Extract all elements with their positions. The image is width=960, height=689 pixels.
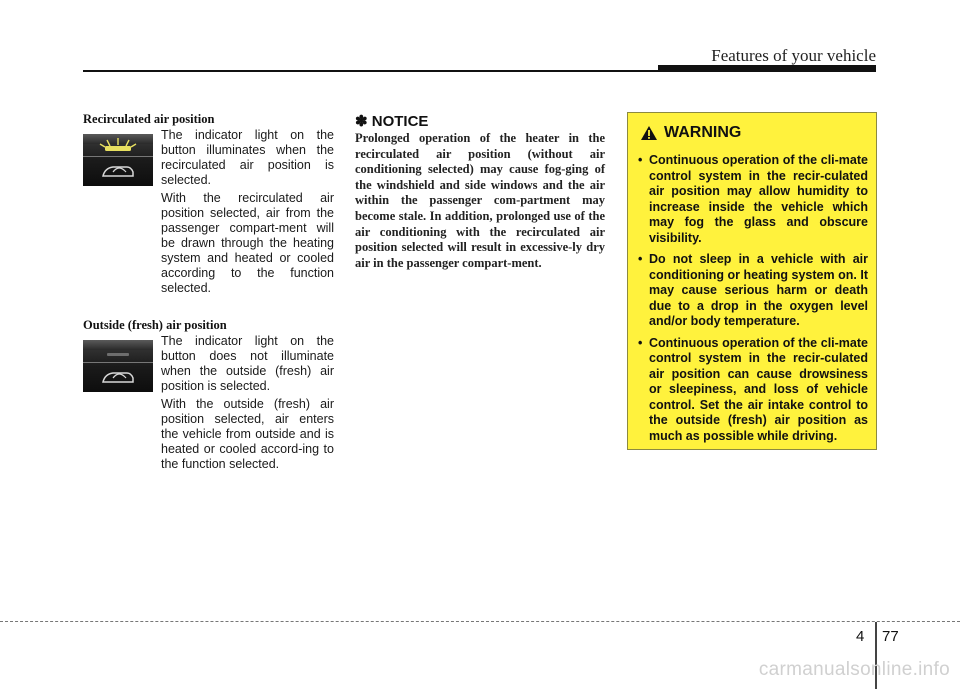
- recirculated-heading: Recirculated air position: [83, 112, 215, 126]
- warning-box: [627, 112, 877, 450]
- notice-title: ✽ NOTICE: [355, 113, 429, 130]
- recirculated-paragraph-2: With the recirculated air position selected, air from the passenger compart-ment will be drawn through the heating system and heated or cooled according to the function selected.: [161, 191, 334, 295]
- header-rule-thick: [658, 65, 876, 72]
- page-chapter: 4: [856, 628, 865, 645]
- watermark[interactable]: carmanualsonline.info: [758, 659, 950, 680]
- bullet: •: [638, 252, 643, 266]
- warning-item-text: Continuous operation of the cli-mate control system in the recir-culated air position may allow humidity to increase inside the vehicle which may fog the glass and obscure visibility.: [649, 153, 868, 245]
- outside-air-button-icon: [83, 340, 153, 392]
- recirculated-paragraph-1: The indicator light on the button illuminates when the recirculated air position is selected.: [161, 128, 334, 187]
- warning-header: [640, 124, 741, 142]
- outside-paragraph-1: The indicator light on the button does not illuminate when the outside (fresh) air position is selected.: [161, 334, 334, 393]
- warning-item-text: Continuous operation of the cli-mate control system in the recir-culated air position can cause drowsiness or sleepiness, and loss of vehicle control. Set the air intake control to the outside (fresh) air position as much as possible while driving.: [649, 335, 868, 443]
- outside-paragraph-2: With the outside (fresh) air position selected, air enters the vehicle from outside and is heated or cooled accord-ing to the function selected.: [161, 397, 334, 471]
- header-title: Features of your vehicle: [711, 46, 876, 65]
- warning-triangle-icon: [640, 125, 658, 141]
- notice-text: Prolonged operation of the heater in the recirculated air position (without air conditioning selected) may cause fog-ging of the windshield and side windows and the air within the passenger com-partment may become stale. In addition, prolonged use of the air conditioning with the recirculated air position selected will result in excessive-ly dry air in the passenger compart-ment.: [355, 131, 605, 270]
- warning-title: WARNING: [664, 124, 742, 141]
- bullet: •: [638, 335, 643, 350]
- warning-item: [638, 252, 868, 330]
- footer-rule: [0, 621, 960, 622]
- outside-heading: Outside (fresh) air position: [83, 318, 227, 332]
- warning-item: [638, 336, 868, 445]
- warning-list: [638, 153, 868, 450]
- warning-item: [638, 153, 868, 246]
- page-number: 77: [882, 628, 899, 645]
- bullet: •: [638, 153, 643, 167]
- header-rule-thin: [83, 70, 683, 72]
- recirculated-air-button-icon: [83, 134, 153, 186]
- warning-item-text: Do not sleep in a vehicle with air conditioning or heating system on. It may cause serious harm or death due to a drop in the oxygen level and/or body temperature.: [649, 252, 868, 328]
